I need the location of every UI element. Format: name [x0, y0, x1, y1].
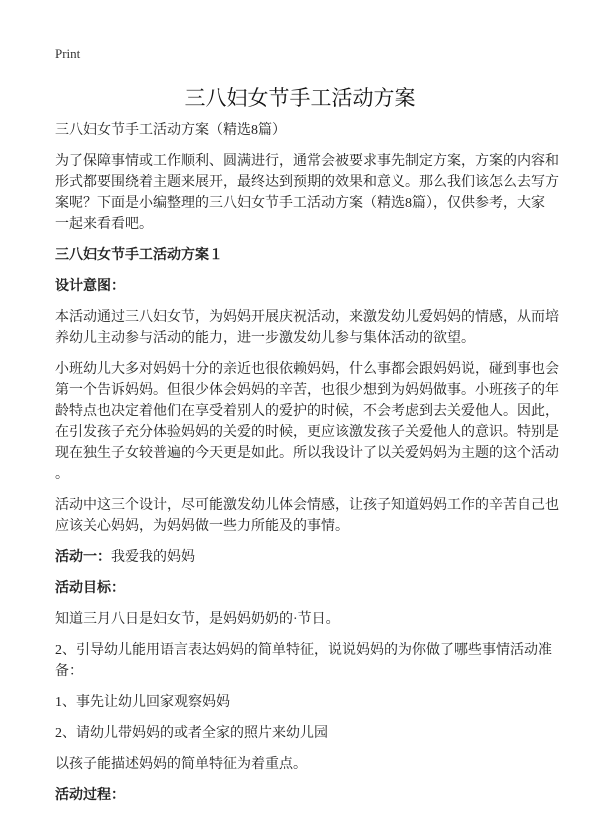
text-line: 小班幼儿大多对妈妈十分的亲近也很依赖妈妈，什么事都会跟妈妈说，碰到事也会	[55, 362, 559, 377]
text-line: 龄特点也决定着他们在享受着别人的爱护的时候，不会考虑到去关爱他人。因此，	[55, 404, 559, 419]
print-link[interactable]: Print	[55, 46, 81, 61]
text-line: 2、请幼儿带妈妈的或者全家的照片来幼儿园	[55, 726, 328, 741]
document-body	[55, 120, 559, 816]
text-line: 活动中这三个设计，尽可能激发幼儿体会情感，让孩子知道妈妈工作的辛苦自己也	[55, 498, 559, 513]
text-line: 一起来看看吧。	[55, 217, 153, 232]
paragraph	[55, 692, 555, 713]
section-heading	[55, 578, 555, 599]
text-line: 在引发孩子充分体验妈妈的关爱的时候，更应该激发孩子关爱他人的意识。特别是	[55, 425, 559, 440]
text-line: 形式都要围绕着主题来展开，最终达到预期的效果和意义。那么我们该怎么去写方	[55, 175, 559, 190]
paragraph	[55, 609, 555, 630]
text-line: 第一个告诉妈妈。但很少体会妈妈的辛苦，也很少想到为妈妈做事。小班孩子的年	[55, 383, 559, 398]
section-heading	[55, 785, 555, 806]
text-line: 案呢？下面是小编整理的三八妇女节手工活动方案（精选8篇），仅供参考，大家	[55, 196, 545, 211]
text-line: 应该关心妈妈，为妈妈做一些力所能及的事情。	[55, 519, 349, 534]
paragraph	[55, 547, 555, 568]
text-line: 活动目标：	[55, 581, 125, 596]
paragraph	[55, 640, 555, 682]
text-line: 设计意图：	[55, 279, 125, 294]
text-line	[55, 547, 555, 568]
paragraph	[55, 723, 555, 744]
text-line: 2、引导幼儿能用语言表达妈妈的简单特征，说说妈妈的为你做了哪些事情活动准	[55, 643, 552, 658]
bold-label: 活动一：	[55, 550, 111, 565]
text-line: 知道三月八日是妇女节，是妈妈奶奶的·节日。	[55, 612, 340, 627]
text: 我爱我的妈妈	[111, 550, 195, 565]
text-line: 三八妇女节手工活动方案１	[55, 248, 223, 263]
paragraph	[55, 754, 555, 775]
paragraph	[55, 307, 559, 349]
document-title: 三八妇女节手工活动方案	[184, 86, 416, 110]
paragraph	[55, 359, 559, 485]
section-heading	[55, 245, 555, 266]
text-line: 。	[55, 467, 69, 482]
text-line: 养幼儿主动参与活动的能力，进一步激发幼儿参与集体活动的欲望。	[55, 331, 475, 346]
text-line: 以孩子能描述妈妈的简单特征为着重点。	[55, 757, 307, 772]
text-line: 三八妇女节手工活动方案（精选8篇）	[55, 123, 286, 138]
text-line: 活动过程：	[55, 788, 125, 803]
paragraph	[55, 151, 559, 235]
section-heading	[55, 276, 555, 297]
text-line: 本活动通过三八妇女节，为妈妈开展庆祝活动，来激发幼儿爱妈妈的情感，从而培	[55, 310, 559, 325]
paragraph	[55, 120, 555, 141]
text-line: 为了保障事情或工作顺利、圆满进行，通常会被要求事先制定方案，方案的内容和	[55, 154, 559, 169]
paragraph	[55, 495, 559, 537]
text-line: 备：	[55, 664, 83, 679]
text-line: 1、事先让幼儿回家观察妈妈	[55, 695, 230, 710]
text-line: 现在独生子女较普遍的今天更是如此。所以我设计了以关爱妈妈为主题的这个活动	[55, 446, 559, 461]
